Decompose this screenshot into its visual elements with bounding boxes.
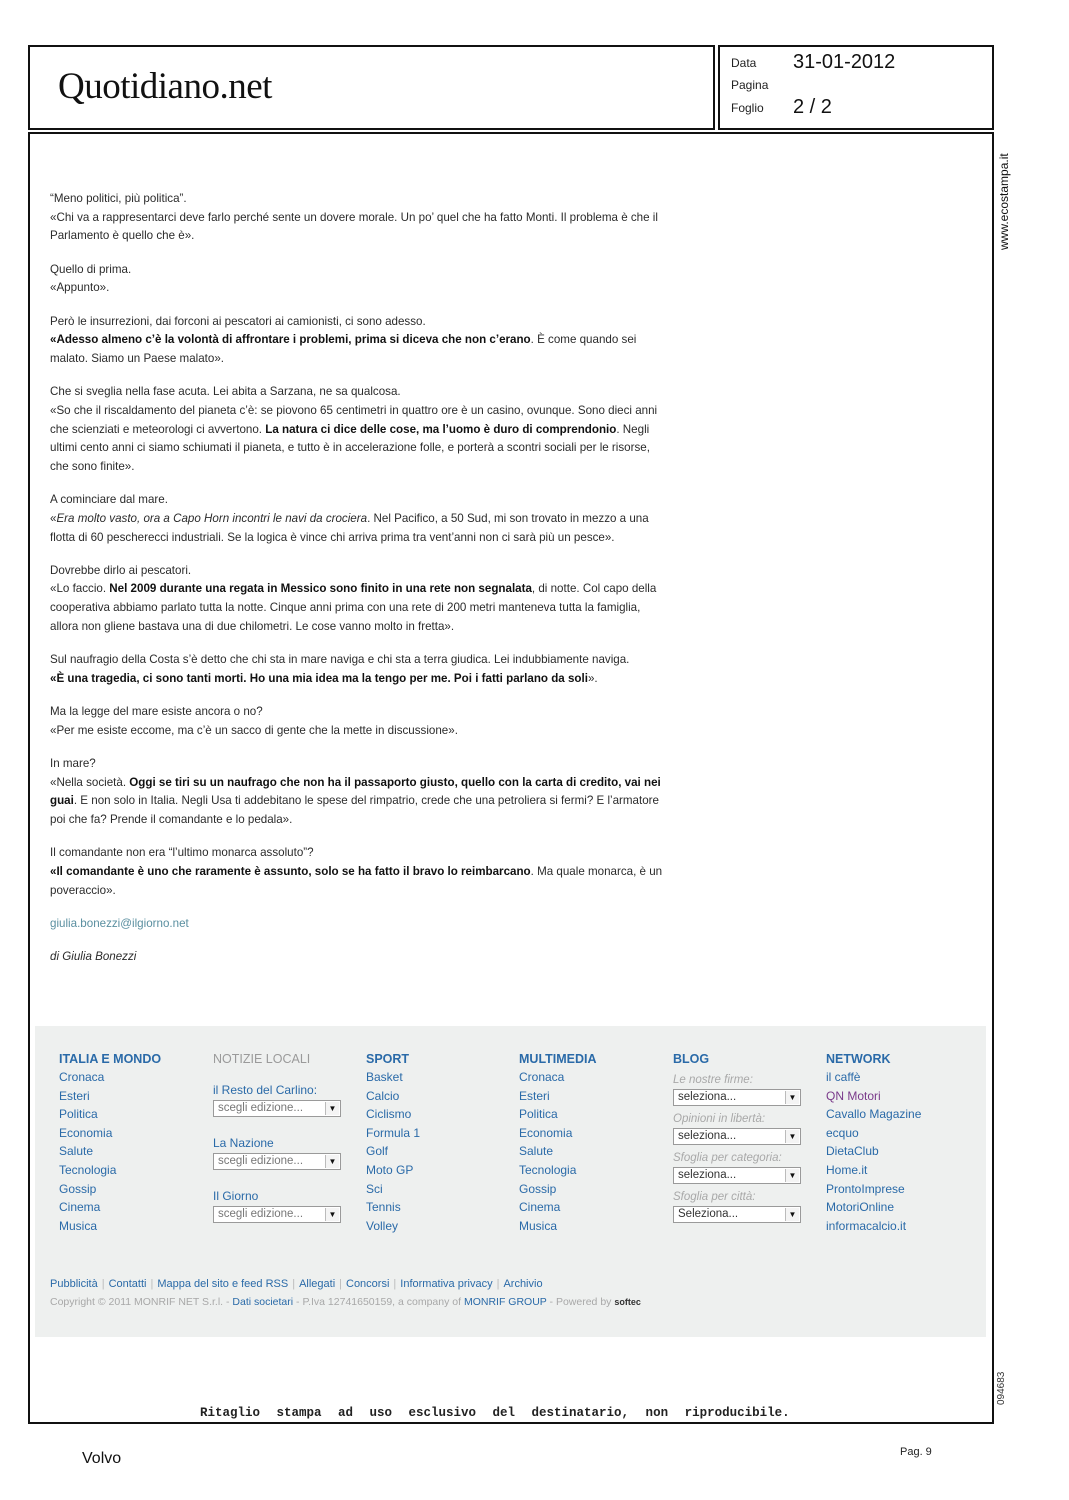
blog-select[interactable]: seleziona... ▼ <box>673 1089 801 1106</box>
disclaimer: Ritaglio stampa ad uso esclusivo del destinatario, non riproducibile. <box>200 1406 790 1420</box>
dropdown-arrow-icon: ▼ <box>325 1155 339 1168</box>
edition-select[interactable]: scegli edizione... ▼ <box>213 1100 341 1117</box>
paragraph: Il comandante non era “l’ultimo monarca assoluto”? «Il comandante è uno che raramente è assunto, solo se ha fatto il bravo lo reimbarcano. Ma quale monarca, è un poveraccio». <box>50 846 663 897</box>
footer-link[interactable]: Home.it <box>826 1162 868 1177</box>
footer-link[interactable]: Moto GP <box>366 1162 414 1177</box>
footer-link[interactable]: Calcio <box>366 1088 400 1103</box>
footer-link[interactable]: Salute <box>59 1144 94 1159</box>
byline: di Giulia Bonezzi <box>50 950 137 963</box>
footer-heading[interactable]: BLOG <box>673 1052 710 1066</box>
foglio-value: 2 / 2 <box>793 96 832 118</box>
dati-societari-link[interactable]: Dati societari <box>232 1296 294 1308</box>
dropdown-arrow-icon: ▼ <box>325 1208 339 1221</box>
pagina-label: Pagina <box>731 78 769 92</box>
footer-link-privacy[interactable]: Informativa privacy <box>400 1278 493 1290</box>
footer-link[interactable]: Cronaca <box>519 1070 565 1084</box>
foglio-label: Foglio <box>731 101 764 115</box>
footer-heading[interactable]: NETWORK <box>826 1052 891 1066</box>
footer-heading[interactable]: ITALIA E MONDO <box>59 1052 162 1066</box>
page-number: Pag. 9 <box>900 1446 932 1458</box>
footer-link-pubblicita[interactable]: Pubblicità <box>50 1278 98 1290</box>
footer-link[interactable]: Economia <box>59 1125 113 1140</box>
footer-link[interactable]: Cinema <box>519 1200 561 1215</box>
client-name: Volvo <box>82 1450 122 1467</box>
footer-link[interactable]: Politica <box>519 1107 558 1122</box>
data-value: 31-01-2012 <box>793 51 896 73</box>
footer-link[interactable]: DietaClub <box>826 1144 879 1159</box>
footer-link-contatti[interactable]: Contatti <box>108 1278 147 1290</box>
footer-col-multimedia <box>519 1052 659 1235</box>
copyright: Copyright © 2011 MONRIF NET S.r.l. - Dati societari - P.Iva 12741650159, a company of MONRIF GROUP - Powered by softec <box>50 1296 641 1308</box>
footer-link[interactable]: informacalcio.it <box>826 1218 907 1233</box>
blog-select[interactable]: seleziona... ▼ <box>673 1128 801 1145</box>
edition-label: il Resto del Carlino: <box>213 1083 318 1097</box>
dropdown-arrow-icon: ▼ <box>785 1091 799 1104</box>
footer-heading[interactable]: SPORT <box>366 1052 410 1066</box>
footer-link[interactable]: Sci <box>366 1181 383 1196</box>
footer-col-network <box>826 1052 966 1235</box>
edition-select[interactable]: scegli edizione... ▼ <box>213 1206 341 1223</box>
footer-link[interactable]: Ciclismo <box>366 1107 412 1122</box>
footer-link[interactable]: Cronaca <box>59 1070 105 1084</box>
paragraph: A cominciare dal mare. «Era molto vasto, ora a Capo Horn incontri le navi da crociera. Nel Pacifico, a 50 Sud, mi son trovato in mezzo a una flotta di 60 pescherecci industriali. Se la logica è vince chi arriva prima tra vent’anni non ci sarà più un pesce». <box>50 493 649 544</box>
footer-col-italia <box>59 1052 199 1235</box>
site-footer <box>35 1026 986 1337</box>
footer-link[interactable]: Cavallo Magazine <box>826 1107 922 1122</box>
paragraph: Quello di prima. «Appunto». <box>50 262 132 295</box>
footer-link[interactable]: Salute <box>519 1144 554 1159</box>
softec-logo[interactable]: softec <box>614 1297 641 1307</box>
side-url: www.ecostampa.it <box>997 153 1011 250</box>
blog-select-label: Sfoglia per categoria: <box>673 1152 782 1164</box>
edition-label: La Nazione <box>213 1136 274 1150</box>
footer-link[interactable]: Volley <box>366 1218 399 1233</box>
dropdown-arrow-icon: ▼ <box>785 1208 799 1221</box>
footer-link[interactable]: Golf <box>366 1144 389 1159</box>
side-code: 094683 <box>996 1371 1007 1405</box>
meta-box <box>718 45 994 130</box>
footer-link[interactable]: Esteri <box>59 1088 90 1103</box>
footer-link[interactable]: Formula 1 <box>366 1125 421 1140</box>
footer-link[interactable]: ProntoImprese <box>826 1181 905 1196</box>
blog-select[interactable]: seleziona... ▼ <box>673 1167 801 1184</box>
blog-select-label: Sfoglia per città: <box>673 1191 756 1203</box>
dropdown-arrow-icon: ▼ <box>785 1169 799 1182</box>
footer-col-locali <box>213 1052 353 1223</box>
footer-links-bar: Pubblicità | Contatti | Mappa del sito e feed RSS | Allegati | Concorsi | Informativa privacy | Archivio <box>50 1278 543 1290</box>
paragraph: Ma la legge del mare esiste ancora o no? «Per me esiste eccome, ma c’è un sacco di gente che la mette in discussione». <box>50 704 458 737</box>
masthead <box>28 45 715 130</box>
footer-link[interactable]: Gossip <box>519 1181 557 1196</box>
footer-link[interactable]: QN Motori <box>826 1088 881 1103</box>
footer-link[interactable]: Tecnologia <box>59 1162 117 1177</box>
footer-heading[interactable]: MULTIMEDIA <box>519 1052 597 1066</box>
paragraph: Dovrebbe dirlo ai pescatori. «Lo faccio. Nel 2009 durante una regata in Messico sono finito in una rete non segnalata, di notte. Col capo della cooperativa abbiamo parlato tutta la notte. Cinque anni prima con una rete di 200 metri manteneva tutta la famiglia, allora non gliene bastava una di due chilometri. Le cose vanno molto in fretta». <box>50 563 657 633</box>
footer-link[interactable]: Musica <box>519 1218 558 1233</box>
blog-select-label: Opinioni in libertà: <box>673 1113 766 1125</box>
footer-link[interactable]: Tennis <box>366 1200 401 1215</box>
footer-link-mappa[interactable]: Mappa del sito e feed RSS <box>157 1278 289 1290</box>
footer-link[interactable]: Musica <box>59 1218 98 1233</box>
footer-link-archivio[interactable]: Archivio <box>503 1278 543 1290</box>
footer-link[interactable]: Esteri <box>519 1088 550 1103</box>
blog-select-label: Le nostre firme: <box>673 1074 753 1086</box>
footer-col-blog <box>673 1052 813 1223</box>
data-label: Data <box>731 56 757 70</box>
paragraph: In mare? «Nella società. Oggi se tiri su un naufrago che non ha il passaporto giusto, quello con la carta di credito, vai nei guai. E non solo in Italia. Negli Usa ti addebitano le spese del rimpatrio, crede che una petroliera si fermi? E l’armatore poi che fa? Prende il comandante e lo pedala». <box>50 756 661 826</box>
paragraph: Che si sveglia nella fase acuta. Lei abita a Sarzana, ne sa qualcosa. «So che il riscaldamento del pianeta c’è: se piovono 65 centimetri in quattro ore è un casino, ovunque. Sono dieci anni che scienziati e meteorologi ci avvertono. La natura ci dice delle cose, ma l’uomo è duro di comprendonio. Negli ultimi cento anni ci siamo schiumati il pianeta, e tutto è in accelerazione folle, e porterà a scontri sociali per le risorse, che sono finite». <box>50 385 658 473</box>
author-email-link[interactable]: giulia.bonezzi@ilgiorno.net <box>50 916 189 930</box>
monrif-group-link[interactable]: MONRIF GROUP <box>463 1296 547 1308</box>
footer-heading: NOTIZIE LOCALI <box>213 1052 311 1066</box>
dropdown-arrow-icon: ▼ <box>785 1130 799 1143</box>
footer-link-concorsi[interactable]: Concorsi <box>346 1278 390 1290</box>
edition-select[interactable]: scegli edizione... ▼ <box>213 1153 341 1170</box>
footer-link[interactable]: MotoriOnline <box>826 1200 895 1215</box>
paragraph: Sul naufragio della Costa s’è detto che chi sta in mare naviga e chi sta a terra giudica. Lei indubbiamente naviga. «È una tragedia, ci sono tanti morti. Ho una mia idea ma la tengo per me. Poi i fatti parlano da soli». <box>50 653 630 685</box>
newspaper-logo: Quotidiano.net <box>58 66 272 107</box>
article-body <box>50 190 670 981</box>
paragraph: Però le insurrezioni, dai forconi ai pescatori ai camionisti, ci sono adesso. «Adesso almeno c’è la volontà di affrontare i problemi, prima si diceva che non c’erano. È come quando sei malato. Siamo un Paese malato». <box>50 314 637 365</box>
footer-link[interactable]: Politica <box>59 1107 98 1122</box>
footer-link[interactable]: Tecnologia <box>519 1162 577 1177</box>
edition-label: Il Giorno <box>213 1189 259 1203</box>
blog-select[interactable]: Seleziona... ▼ <box>673 1206 801 1223</box>
footer-link[interactable]: ecquo <box>826 1125 859 1140</box>
footer-link[interactable]: il caffè <box>826 1070 861 1084</box>
footer-link[interactable]: Gossip <box>59 1181 97 1196</box>
footer-link[interactable]: Economia <box>519 1125 573 1140</box>
footer-link[interactable]: Basket <box>366 1070 403 1084</box>
footer-link[interactable]: Cinema <box>59 1200 101 1215</box>
footer-col-sport <box>366 1052 506 1235</box>
dropdown-arrow-icon: ▼ <box>325 1102 339 1115</box>
footer-link-allegati[interactable]: Allegati <box>299 1278 336 1290</box>
paragraph: “Meno politici, più politica”. «Chi va a rappresentarci deve farlo perché sente un dovere morale. Un po’ quel che ha fatto Monti. Il problema è che il Parlamento è quello che è». <box>50 192 658 243</box>
